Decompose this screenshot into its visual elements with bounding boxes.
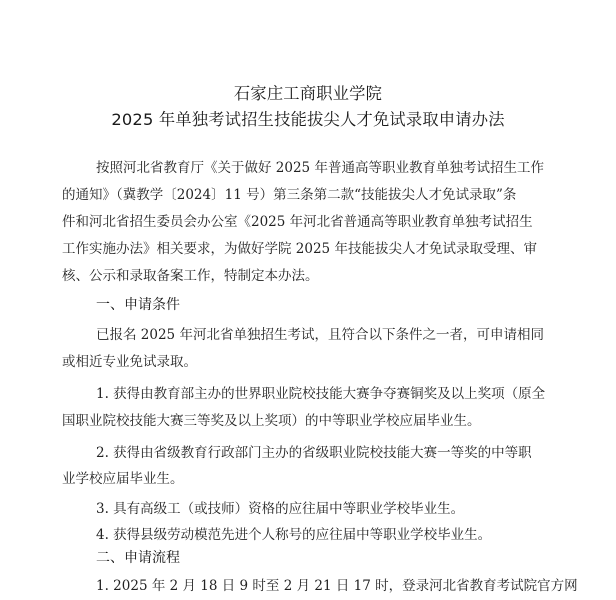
section-heading-conditions: 一、申请条件 <box>96 297 180 313</box>
process-step-1-line-1: 1. 2025 年 2 月 18 日 9 时至 2 月 21 日 17 时，登录河北省教育考试院官方网 <box>96 578 578 594</box>
condition-item-1-line-1: 1. 获得由教育部主办的世界职业院校技能大赛争夺赛铜奖及以上奖项（原全 <box>96 386 546 402</box>
intro-line-2: 的通知》（冀教学〔2024〕11 号）第三条第二款“技能拔尖人才免试录取”条 <box>62 187 517 203</box>
section-heading-process: 二、申请流程 <box>96 550 180 566</box>
section1-intro-line-1: 已报名 2025 年河北省单独招生考试，且符合以下条件之一者，可申请相同 <box>96 327 544 343</box>
intro-line-4: 工作实施办法》相关要求，为做好学院 2025 年技能拔尖人才免试录取受理、审 <box>62 241 537 257</box>
condition-item-3: 3. 具有高级工（或技师）资格的应往届中等职业学校毕业生。 <box>96 501 465 517</box>
condition-item-1-line-2: 国职业院校技能大赛三等奖及以上奖项）的中等职业学校应届毕业生。 <box>62 413 481 429</box>
intro-line-3: 件和河北省招生委员会办公室《2025 年河北省普通高等职业教育单独考试招生 <box>62 214 533 230</box>
condition-item-2-line-1: 2. 获得由省级教育行政部门主办的省级职业院校技能大赛一等奖的中等职 <box>96 445 532 461</box>
condition-item-2-line-2: 业学校应届毕业生。 <box>62 471 184 487</box>
condition-item-4: 4. 获得县级劳动模范先进个人称号的应往届中等职业学校毕业生。 <box>96 527 492 543</box>
intro-line-5: 核、公示和录取备案工作，特制定本办法。 <box>62 268 319 284</box>
document-title-institution: 石家庄工商职业学院 <box>233 84 383 103</box>
intro-line-1: 按照河北省教育厅《关于做好 2025 年普通高等职业教育单独考试招生工作 <box>96 160 544 176</box>
section1-intro-line-2: 或相近专业免试录取。 <box>62 354 197 370</box>
document-title-main: 2025 年单独考试招生技能拔尖人才免试录取申请办法 <box>111 110 505 129</box>
